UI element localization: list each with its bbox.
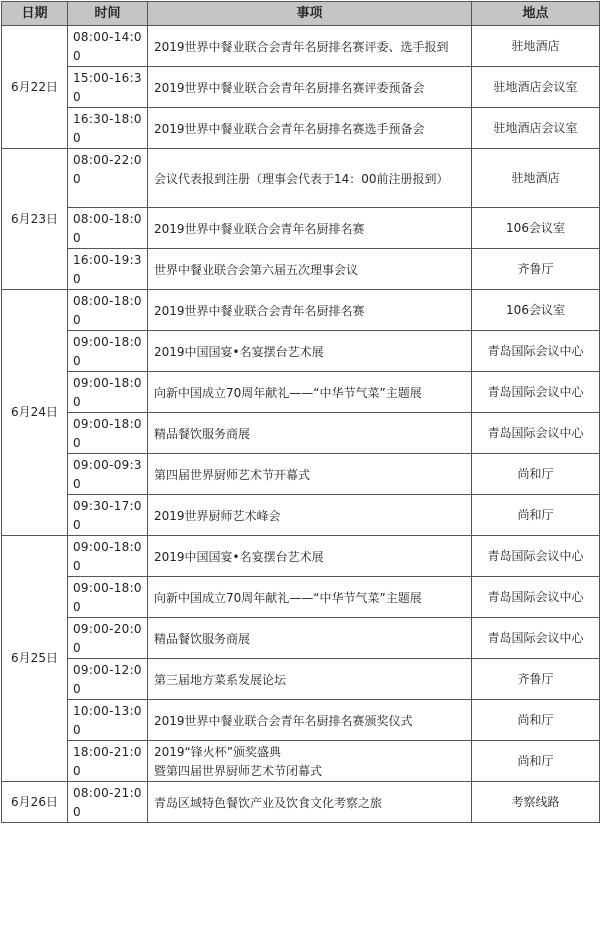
event-cell: 2019世界中餐业联合会青年名厨排名赛评委预备会 <box>148 67 472 108</box>
location-cell: 青岛国际会议中心 <box>472 331 600 372</box>
date-cell: 6月22日 <box>2 26 68 149</box>
schedule-table <box>1 1 600 823</box>
table-row <box>2 331 600 372</box>
time-cell: 09:00-18:00 <box>68 413 148 454</box>
time-cell: 09:00-18:00 <box>68 331 148 372</box>
event-cell: 2019世界中餐业联合会青年名厨排名赛评委、选手报到 <box>148 26 472 67</box>
location-cell: 尚和厅 <box>472 700 600 741</box>
table-row <box>2 413 600 454</box>
table-row <box>2 618 600 659</box>
table-row <box>2 372 600 413</box>
header-row <box>2 2 600 26</box>
time-cell: 08:00-18:00 <box>68 290 148 331</box>
table-row <box>2 149 600 208</box>
table-row <box>2 26 600 67</box>
table-row <box>2 290 600 331</box>
location-cell: 106会议室 <box>472 290 600 331</box>
event-cell: 2019“锋火杯”颁奖盛典 暨第四届世界厨师艺术节闭幕式 <box>148 741 472 782</box>
location-cell: 106会议室 <box>472 208 600 249</box>
time-cell: 09:30-17:00 <box>68 495 148 536</box>
location-cell: 齐鲁厅 <box>472 249 600 290</box>
event-cell: 2019中国国宴•名宴摆台艺术展 <box>148 536 472 577</box>
location-cell: 尚和厅 <box>472 454 600 495</box>
date-cell: 6月24日 <box>2 290 68 536</box>
location-cell: 青岛国际会议中心 <box>472 618 600 659</box>
event-cell: 第三届地方菜系发展论坛 <box>148 659 472 700</box>
location-cell: 尚和厅 <box>472 741 600 782</box>
table-row <box>2 495 600 536</box>
event-cell: 会议代表报到注册（理事会代表于14：00前注册报到） <box>148 149 472 208</box>
event-cell: 2019世界中餐业联合会青年名厨排名赛颁奖仪式 <box>148 700 472 741</box>
table-row <box>2 577 600 618</box>
location-cell: 考察线路 <box>472 782 600 823</box>
time-cell: 16:30-18:00 <box>68 108 148 149</box>
event-cell: 世界中餐业联合会第六届五次理事会议 <box>148 249 472 290</box>
table-row <box>2 659 600 700</box>
table-row <box>2 208 600 249</box>
location-cell: 青岛国际会议中心 <box>472 536 600 577</box>
table-row <box>2 536 600 577</box>
table-row <box>2 741 600 782</box>
time-cell: 15:00-16:30 <box>68 67 148 108</box>
location-cell: 尚和厅 <box>472 495 600 536</box>
location-cell: 驻地酒店 <box>472 26 600 67</box>
event-cell: 精品餐饮服务商展 <box>148 618 472 659</box>
event-cell: 2019世界中餐业联合会青年名厨排名赛 <box>148 208 472 249</box>
event-cell: 2019中国国宴•名宴摆台艺术展 <box>148 331 472 372</box>
time-cell: 09:00-09:30 <box>68 454 148 495</box>
time-cell: 18:00-21:00 <box>68 741 148 782</box>
time-cell: 16:00-19:30 <box>68 249 148 290</box>
table-row <box>2 67 600 108</box>
table-row <box>2 454 600 495</box>
time-cell: 08:00-14:00 <box>68 26 148 67</box>
location-cell: 青岛国际会议中心 <box>472 413 600 454</box>
header-location: 地点 <box>472 2 600 26</box>
date-cell: 6月26日 <box>2 782 68 823</box>
event-cell: 2019世界中餐业联合会青年名厨排名赛选手预备会 <box>148 108 472 149</box>
time-cell: 08:00-21:00 <box>68 782 148 823</box>
time-cell: 09:00-18:00 <box>68 372 148 413</box>
event-cell: 2019世界厨师艺术峰会 <box>148 495 472 536</box>
event-cell: 第四届世界厨师艺术节开幕式 <box>148 454 472 495</box>
event-cell: 精品餐饮服务商展 <box>148 413 472 454</box>
event-cell: 青岛区域特色餐饮产业及饮食文化考察之旅 <box>148 782 472 823</box>
time-cell: 09:00-12:00 <box>68 659 148 700</box>
location-cell: 青岛国际会议中心 <box>472 577 600 618</box>
event-cell: 向新中国成立70周年献礼——“中华节气菜”主题展 <box>148 577 472 618</box>
time-cell: 09:00-20:00 <box>68 618 148 659</box>
time-cell: 08:00-18:00 <box>68 208 148 249</box>
time-cell: 08:00-22:00 <box>68 149 148 208</box>
location-cell: 齐鲁厅 <box>472 659 600 700</box>
time-cell: 09:00-18:00 <box>68 577 148 618</box>
date-cell: 6月25日 <box>2 536 68 782</box>
table-row <box>2 782 600 823</box>
event-cell: 向新中国成立70周年献礼——“中华节气菜”主题展 <box>148 372 472 413</box>
header-time: 时间 <box>68 2 148 26</box>
time-cell: 09:00-18:00 <box>68 536 148 577</box>
table-row <box>2 700 600 741</box>
event-cell: 2019世界中餐业联合会青年名厨排名赛 <box>148 290 472 331</box>
table-row <box>2 108 600 149</box>
date-cell: 6月23日 <box>2 149 68 290</box>
schedule-body <box>2 26 600 823</box>
location-cell: 青岛国际会议中心 <box>472 372 600 413</box>
header-date: 日期 <box>2 2 68 26</box>
location-cell: 驻地酒店会议室 <box>472 108 600 149</box>
header-event: 事项 <box>148 2 472 26</box>
table-row <box>2 249 600 290</box>
location-cell: 驻地酒店会议室 <box>472 67 600 108</box>
time-cell: 10:00-13:00 <box>68 700 148 741</box>
location-cell: 驻地酒店 <box>472 149 600 208</box>
